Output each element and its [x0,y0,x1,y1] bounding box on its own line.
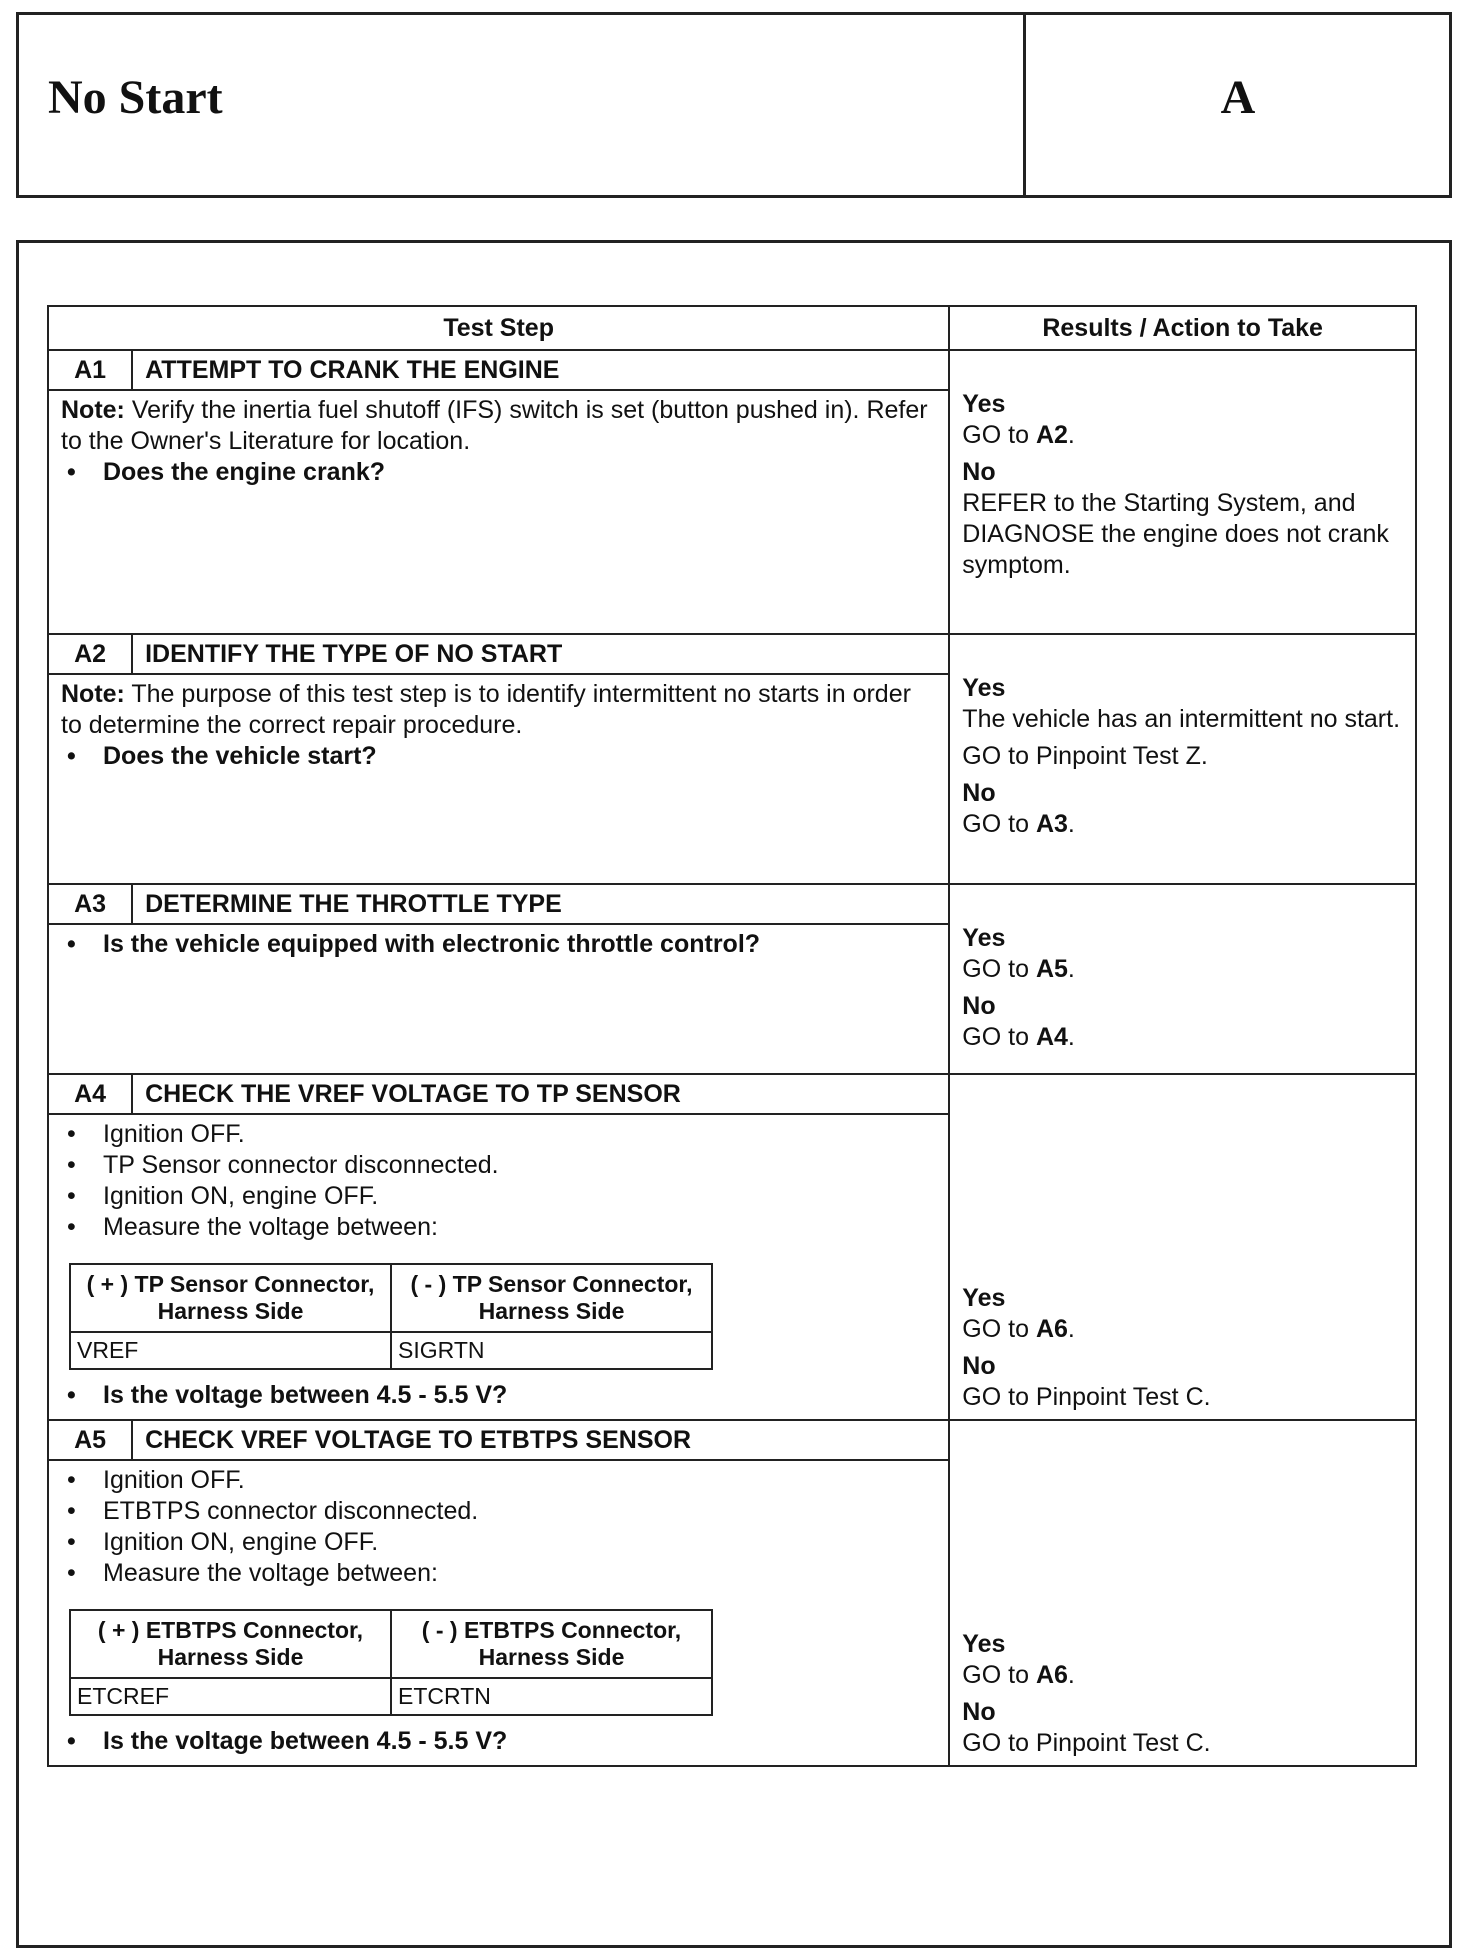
result-yes-action: GO to [962,1315,1036,1343]
result-yes-text-2: GO to Pinpoint Test Z. [962,742,1208,770]
step-results [949,1420,1416,1766]
step-title: ATTEMPT TO CRANK THE ENGINE [132,350,949,390]
step-results [949,884,1416,1074]
col-header-results: Results / Action to Take [949,306,1416,350]
result-yes-label: Yes [962,390,1006,418]
measurement-header-positive: ( + ) ETBTPS Connector, Harness Side [70,1610,391,1678]
step-results [949,634,1416,884]
result-no-ref: A4 [1035,1023,1068,1051]
step-results [949,350,1416,634]
result-no-text: REFER to the Starting System, and DIAGNOSE the engine does not crank symptom. [962,489,1389,579]
measurement-header-negative: ( - ) ETBTPS Connector, Harness Side [391,1610,712,1678]
measurement-table [69,1609,713,1716]
result-no-text: GO to Pinpoint Test C. [962,1729,1211,1757]
step-title-row [48,1074,1416,1114]
measurement-header-positive: ( + ) TP Sensor Connector, Harness Side [70,1264,391,1332]
col-header-test-step: Test Step [48,306,949,350]
measurement-value-negative: ETCRTN [391,1678,712,1715]
result-yes-action: GO to [962,421,1036,449]
step-title-row [48,350,1416,390]
result-yes-ref: A6 [1035,1315,1068,1343]
result-yes-text: GO to A6. [962,1315,1075,1343]
step-bullet: • Measure the voltage between: [61,1558,936,1589]
step-id: A5 [48,1420,132,1460]
step-note [61,679,936,741]
section-letter: A [1220,71,1256,124]
step-bullet: • Ignition ON, engine OFF. [61,1527,936,1558]
note-text: The purpose of this test step is to identify intermittent no starts in order to determine the correct repair procedure. [61,680,911,739]
result-yes-label: Yes [962,674,1006,702]
result-yes-label: Yes [962,924,1006,952]
result-yes-text: The vehicle has an intermittent no start. [962,705,1401,733]
page-title: No Start [48,71,223,124]
result-yes-label: Yes [962,1630,1006,1658]
result-yes-ref: A5 [1035,955,1068,983]
result-yes-text: GO to A6. [962,1661,1075,1689]
step-bullet: • Ignition ON, engine OFF. [61,1181,936,1212]
result-yes-ref: A2 [1035,421,1068,449]
table-header-row [48,306,1416,350]
step-title: CHECK THE VREF VOLTAGE TO TP SENSOR [132,1074,949,1114]
test-step-table [47,305,1417,1767]
result-yes-text: GO to A2. [962,421,1075,449]
measurement-header-negative: ( - ) TP Sensor Connector, Harness Side [391,1264,712,1332]
step-body [48,924,949,1074]
step-title: IDENTIFY THE TYPE OF NO START [132,634,949,674]
note-label: Note: [61,396,125,424]
step-title-row [48,634,1416,674]
step-bullet: • Measure the voltage between: [61,1212,936,1243]
step-title: CHECK VREF VOLTAGE TO ETBTPS SENSOR [132,1420,949,1460]
step-question: • Does the vehicle start? [61,741,936,772]
step-bullet: • Ignition OFF. [61,1119,936,1150]
measurement-table [69,1263,713,1370]
step-id: A3 [48,884,132,924]
step-id: A2 [48,634,132,674]
result-yes-text: GO to A5. [962,955,1075,983]
step-bullet: • Ignition OFF. [61,1465,936,1496]
step-question: • Is the voltage between 4.5 - 5.5 V? [61,1726,936,1757]
result-no-text: GO to A4. [962,1023,1075,1051]
step-note [61,395,936,457]
result-no-label: No [962,992,996,1020]
step-body [48,1114,949,1420]
measurement-value-positive: ETCREF [70,1678,391,1715]
result-no-text: GO to A3. [962,810,1075,838]
result-no-label: No [962,458,996,486]
step-bullet: • TP Sensor connector disconnected. [61,1150,936,1181]
result-yes-action: GO to [962,955,1036,983]
step-id: A4 [48,1074,132,1114]
result-no-text: GO to Pinpoint Test C. [962,1383,1211,1411]
step-title: DETERMINE THE THROTTLE TYPE [132,884,949,924]
step-bullet: • ETBTPS connector disconnected. [61,1496,936,1527]
step-body [48,390,949,634]
result-no-action: GO to [962,810,1036,838]
result-no-label: No [962,1352,996,1380]
step-body [48,1460,949,1766]
step-title-row [48,884,1416,924]
measurement-value-positive: VREF [70,1332,391,1369]
step-question: • Is the vehicle equipped with electronic throttle control? [61,929,936,960]
result-no-ref: A3 [1035,810,1068,838]
step-question: • Does the engine crank? [61,457,936,488]
result-no-action: GO to [962,1023,1036,1051]
measurement-value-negative: SIGRTN [391,1332,712,1369]
step-title-row [48,1420,1416,1460]
result-yes-label: Yes [962,1284,1006,1312]
step-id: A1 [48,350,132,390]
result-no-label: No [962,779,996,807]
note-label: Note: [61,680,125,708]
step-question: • Is the voltage between 4.5 - 5.5 V? [61,1380,936,1411]
result-no-label: No [962,1698,996,1726]
result-yes-ref: A6 [1035,1661,1068,1689]
step-body [48,674,949,884]
note-text: Verify the inertia fuel shutoff (IFS) switch is set (button pushed in). Refer to the Owner's Literature for location. [61,396,928,455]
step-results [949,1074,1416,1420]
result-yes-action: GO to [962,1661,1036,1689]
